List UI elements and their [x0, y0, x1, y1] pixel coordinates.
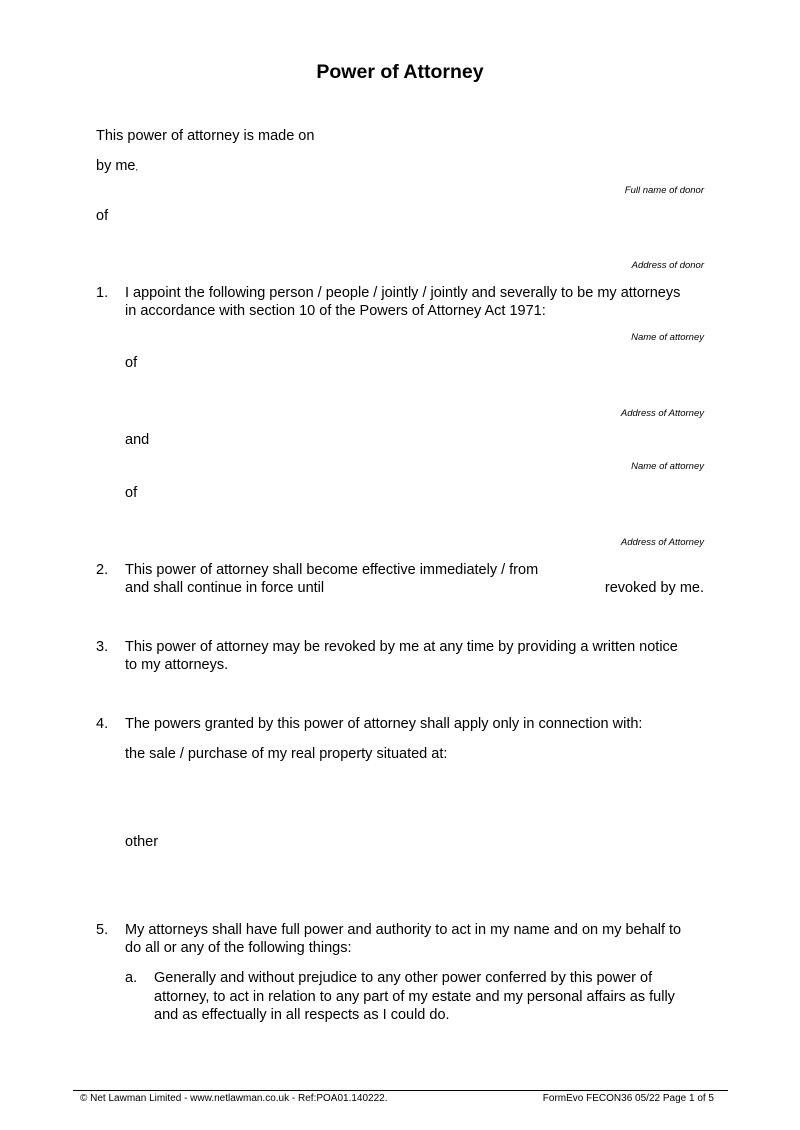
clause-4-option-other: other	[125, 834, 159, 850]
page-title: Power of Attorney	[316, 61, 484, 83]
clause-4-number: 4.	[96, 716, 109, 732]
attorney-1-name-hint: Name of attorney	[631, 332, 704, 343]
footer-copyright: © Net Lawman Limited - www.netlawman.co.uk - Ref:POA01.140222.	[80, 1093, 388, 1104]
clause-5-line-1: My attorneys shall have full power and authority to act in my name and on my behalf to	[125, 922, 682, 938]
clause-1-line-1: I appoint the following person / people / jointly / jointly and severally to be my attorneys	[125, 285, 681, 301]
clause-3-number: 3.	[96, 639, 109, 655]
clause-2-revoked: revoked by me.	[604, 580, 704, 596]
clause-5-number: 5.	[96, 922, 109, 938]
footer-divider	[73, 1090, 728, 1091]
made-on-label: This power of attorney is made on	[96, 128, 315, 144]
clause-1-number: 1.	[96, 285, 109, 301]
by-me-label: by me	[96, 158, 136, 174]
clause-5a-line-2: attorney, to act in relation to any part of my estate and my personal affairs as fully	[154, 989, 675, 1005]
donor-of-label: of	[96, 208, 109, 224]
donor-name-hint: Full name of donor	[624, 185, 704, 196]
attorney-1-of-label: of	[125, 355, 138, 371]
clause-3-line-2: to my attorneys.	[125, 657, 229, 673]
clause-5a-line-1: Generally and without prejudice to any other power conferred by this power of	[154, 970, 653, 986]
footer-page-info: FormEvo FECON36 05/22 Page 1 of 5	[542, 1093, 714, 1104]
clause-5a-line-3: and as effectually in all respects as I could do.	[154, 1007, 450, 1023]
clause-5a-letter: a.	[125, 970, 138, 986]
clause-4-line-1: The powers granted by this power of attorney shall apply only in connection with:	[125, 716, 643, 732]
attorney-2-name-hint: Name of attorney	[631, 461, 704, 472]
clause-5-line-2: do all or any of the following things:	[125, 940, 352, 956]
attorney-2-address-hint: Address of Attorney	[620, 537, 704, 548]
donor-address-hint: Address of donor	[631, 260, 704, 271]
by-me-line	[96, 157, 138, 176]
clause-2-number: 2.	[96, 562, 109, 578]
clause-2-line-2: and shall continue in force until	[125, 580, 325, 596]
clause-2-line-1: This power of attorney shall become effective immediately / from	[125, 562, 539, 578]
attorney-2-of-label: of	[125, 485, 138, 501]
clause-3-line-1: This power of attorney may be revoked by me at any time by providing a written notice	[125, 639, 678, 655]
attorney-1-address-hint: Address of Attorney	[620, 408, 704, 419]
and-label: and	[125, 432, 150, 448]
clause-4-option-sale: the sale / purchase of my real property situated at:	[125, 746, 448, 762]
clause-1-line-2: in accordance with section 10 of the Powers of Attorney Act 1971:	[125, 303, 546, 319]
by-me-comma: ,	[135, 162, 139, 172]
